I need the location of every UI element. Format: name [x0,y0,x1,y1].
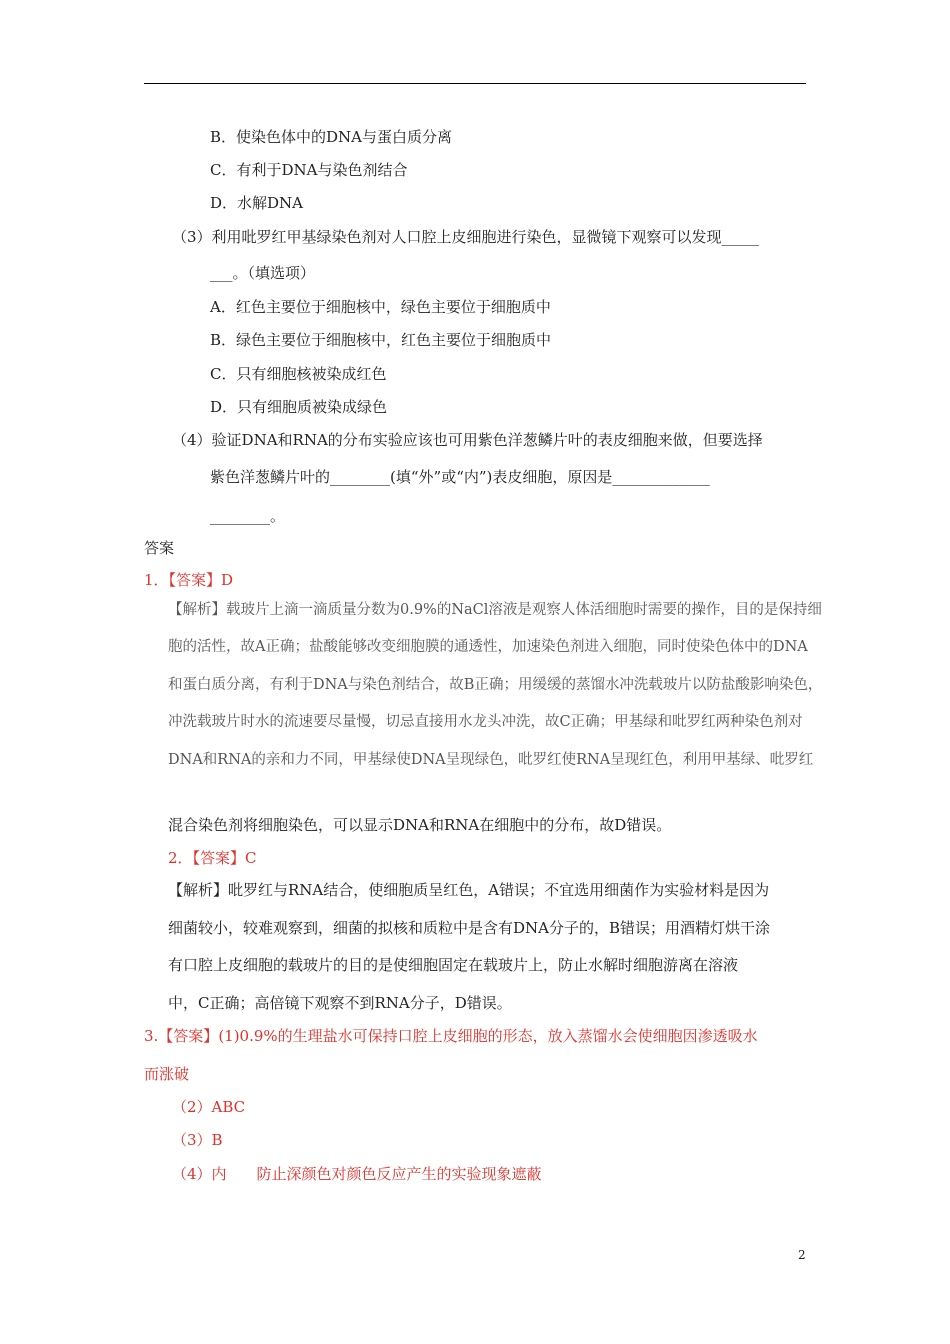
q3-option-b: B．绿色主要位于细胞核中，红色主要位于细胞质中 [210,331,552,349]
option-d: D．水解DNA [210,194,304,212]
analysis-2-line: 有口腔上皮细胞的载玻片的目的是使细胞固定在载玻片上，防止水解时细胞游离在溶液 [168,956,739,974]
answer-3-part1: (1)0.9%的生理盐水可保持口腔上皮细胞的形态，放入蒸馏水会使细胞因渗透吸水 [218,1027,758,1045]
analysis-1-line: 冲洗载玻片时水的流速要尽量慢，切忌直接用水龙头冲洗，故C正确；甲基绿和吡罗红两种染色剂对 [168,714,803,730]
analysis-1-line: DNA和RNA的亲和力不同，甲基绿使DNA呈现绿色，吡罗红使RNA呈现红色，利用甲基绿、吡罗红 [168,752,814,768]
q4-line1: （4）验证DNA和RNA的分布实验应该也可用紫色洋葱鳞片叶的表皮细胞来做，但要选择 [172,431,763,449]
q3-stem: （3）利用吡罗红甲基绿染色剂对人口腔上皮细胞进行染色，显微镜下观察可以发现_____ [172,228,760,246]
header-rule [144,83,806,84]
answer-3-prefix: 3.【答案】 [144,1027,219,1045]
analysis-1-line: 【解析】载玻片上滴一滴质量分数为0.9%的NaCl溶液是观察人体活细胞时需要的操作，目的是保持细 [168,602,822,618]
answers-heading: 答案 [144,539,175,557]
answer-3-line1 [144,1026,758,1046]
page-number: 2 [798,1248,806,1262]
option-c: C．有利于DNA与染色剂结合 [210,161,408,179]
analysis-1-line: 胞的活性，故A正确；盐酸能够改变细胞膜的通透性，加速染色剂进入细胞，同时使染色体中的DNA [168,639,808,655]
q4-line3: ________。 [210,507,286,525]
analysis-1-line: 和蛋白质分离，有利于DNA与染色剂结合，故B正确；用缓缓的蒸馏水冲洗载玻片以防盐酸影响染色， [168,677,823,693]
analysis-2-line: 细菌较小，较难观察到，细菌的拟核和质粒中是含有DNA分子的，B错误；用酒精灯烘干涂 [168,919,771,937]
q3-stem-cont: ___。（填选项） [210,264,316,282]
answer-3-part3: （3）B [172,1131,223,1149]
analysis-1-end: 混合染色剂将细胞染色，可以显示DNA和RNA在细胞中的分布，故D错误。 [168,816,672,834]
q3-option-a: A．红色主要位于细胞核中，绿色主要位于细胞质中 [210,298,551,316]
answer-3-part2: （2）ABC [172,1098,246,1116]
q3-option-d: D．只有细胞质被染成绿色 [210,398,388,416]
analysis-2-line: 【解析】吡罗红与RNA结合，使细胞质呈红色，A错误；不宜选用细菌作为实验材料是因为 [168,881,770,899]
q3-option-c: C．只有细胞核被染成红色 [210,365,387,383]
analysis-2-line: 中，C正确；高倍镜下观察不到RNA分子，D错误。 [168,994,512,1012]
answer-3-line2: 而涨破 [144,1065,190,1083]
answer-3-part4: （4）内 防止深颜色对颜色反应产生的实验现象遮蔽 [172,1165,542,1183]
option-b: B．使染色体中的DNA与蛋白质分离 [210,128,453,146]
answer-2: 2．【答案】C [168,849,257,867]
q4-line2: 紫色洋葱鳞片叶的________(填“外”或“内”)表皮细胞，原因是_____________ [210,468,710,486]
answer-1: 1．【答案】D [144,571,234,589]
